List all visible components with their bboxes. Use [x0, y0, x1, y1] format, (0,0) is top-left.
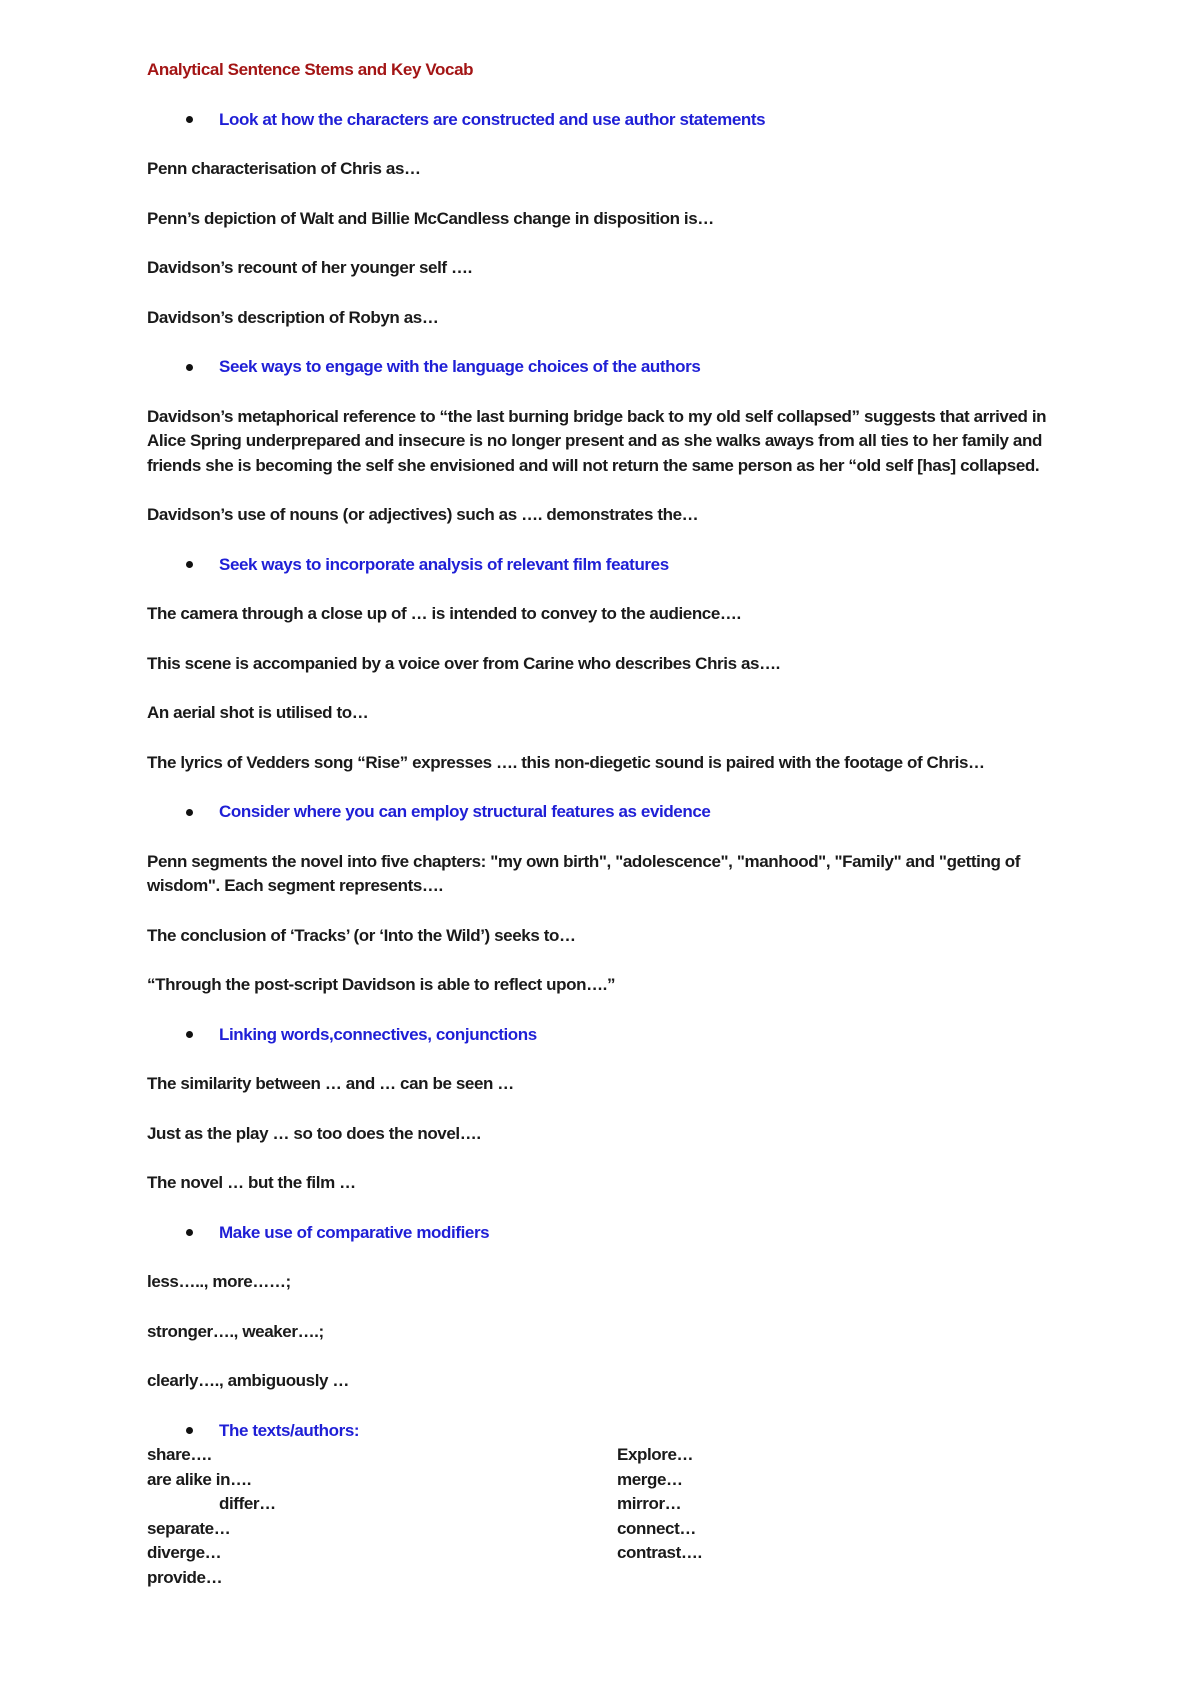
sentence-stem: stronger…., weaker….;: [147, 1321, 324, 1341]
bullet-language: [147, 355, 1087, 380]
sentence-stem: “Through the post-script Davidson is able to reflect upon….”: [147, 975, 616, 994]
bullet-text: Consider where you can employ structural features as evidence: [219, 802, 711, 821]
bullet-dot-icon: [186, 116, 193, 123]
vocab-word: separate…: [147, 1518, 231, 1538]
vocab-word: contrast….: [617, 1543, 702, 1562]
bullet-linking: [147, 1023, 1087, 1048]
sentence-stem: Penn segments the novel into five chapters: "my own birth", "adolescence", "manhood", "Family" and "getting of wisdom". Each segment represents….: [147, 851, 1021, 895]
bullet-film: [147, 553, 1087, 578]
vocab-right-column: [617, 1443, 1087, 1590]
sentence-stem: The conclusion of ‘Tracks’ (or ‘Into the Wild’) seeks to…: [147, 925, 576, 945]
bullet-text: Seek ways to incorporate analysis of relevant film features: [219, 554, 669, 574]
vocab-word: diverge…: [147, 1543, 222, 1562]
sentence-stem: The lyrics of Vedders song “Rise” expresses …. this non-diegetic sound is paired with the footage of Chris…: [147, 752, 985, 772]
sentence-stem: Just as the play … so too does the novel….: [147, 1123, 481, 1143]
sentence-stem: Davidson’s metaphorical reference to “the last burning bridge back to my old self collapsed” suggests that arrived in Alice Spring underprepared and insecure is no longer present and as she walks aways from all ties to her family and friends she is becoming the self she envisioned and will not return the same person as her “old self [has] collapsed.: [147, 406, 1047, 475]
vocab-word: merge…: [617, 1469, 683, 1489]
sentence-stem: The similarity between … and … can be seen …: [147, 1074, 514, 1093]
sentence-stem: Penn characterisation of Chris as…: [147, 159, 421, 178]
bullet-text: Seek ways to engage with the language choices of the authors: [219, 357, 701, 376]
bullet-structure: [147, 800, 1087, 825]
document-page: [147, 58, 1087, 1590]
vocab-word: are alike in….: [147, 1469, 252, 1489]
bullet-characters: [147, 108, 1087, 133]
sentence-stem: This scene is accompanied by a voice over from Carine who describes Chris as….: [147, 653, 780, 673]
vocab-word: Explore…: [617, 1445, 694, 1464]
sentence-stem: Davidson’s use of nouns (or adjectives) such as …. demonstrates the…: [147, 505, 699, 524]
bullet-dot-icon: [186, 364, 193, 371]
sentence-stem: The camera through a close up of … is intended to convey to the audience….: [147, 604, 741, 623]
bullet-text: The texts/authors:: [219, 1420, 360, 1440]
sentence-stem: less….., more……;: [147, 1272, 291, 1291]
sentence-stem: clearly…., ambiguously …: [147, 1371, 350, 1390]
sentence-stem: The novel … but the film …: [147, 1173, 356, 1192]
bullet-dot-icon: [186, 561, 193, 568]
bullet-dot-icon: [186, 1031, 193, 1038]
bullet-texts-authors: [147, 1419, 1087, 1444]
bullet-text: Look at how the characters are constructed and use author statements: [219, 109, 766, 129]
vocab-left-column: [147, 1443, 617, 1590]
vocab-columns: [147, 1443, 1087, 1590]
vocab-word: connect…: [617, 1518, 696, 1538]
bullet-text: Linking words,connectives, conjunctions: [219, 1024, 537, 1044]
sentence-stem: Davidson’s description of Robyn as…: [147, 307, 439, 327]
bullet-dot-icon: [186, 1229, 193, 1236]
bullet-text: Make use of comparative modifiers: [219, 1222, 490, 1242]
sentence-stem: Penn’s depiction of Walt and Billie McCandless change in disposition is…: [147, 208, 714, 228]
vocab-word: share….: [147, 1445, 212, 1464]
vocab-word: provide…: [147, 1567, 223, 1587]
sentence-stem: An aerial shot is utilised to…: [147, 703, 369, 722]
bullet-dot-icon: [186, 809, 193, 816]
vocab-word: mirror…: [617, 1494, 682, 1513]
bullet-dot-icon: [186, 1427, 193, 1434]
bullet-modifiers: [147, 1221, 1087, 1246]
document-title: Analytical Sentence Stems and Key Vocab: [147, 60, 474, 79]
sentence-stem: Davidson’s recount of her younger self ….: [147, 258, 472, 277]
vocab-word: differ…: [219, 1494, 276, 1513]
